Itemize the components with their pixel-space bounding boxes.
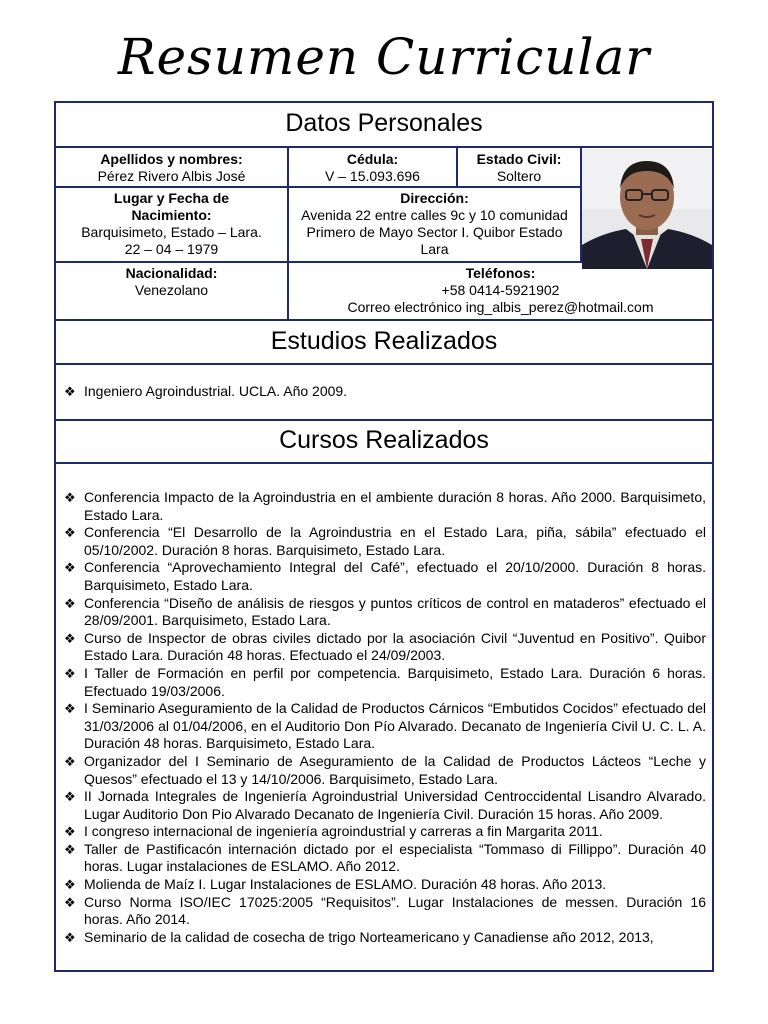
list-item: [56, 489, 706, 524]
course-text: Conferencia “Diseño de análisis de riesgos y puntos críticos de control en mataderos” efectuado el 28/09/2001. Barquisimeto, Estado Lara.: [84, 594, 706, 629]
name-value: Pérez Rivero Albis José: [97, 168, 246, 184]
address-label: Dirección:: [400, 190, 469, 206]
birth-date: 22 – 04 – 1979: [124, 241, 219, 257]
id-value: V – 15.093.696: [325, 168, 420, 184]
list-item: [56, 788, 706, 823]
birth-place: Barquisimeto, Estado – Lara.: [81, 224, 262, 240]
course-text: Seminario de la calidad de cosecha de trigo Norteamericano y Canadiense año 2012, 2013,: [84, 928, 654, 945]
page-title: Resumen Curricular: [117, 28, 651, 86]
list-item: [56, 630, 706, 665]
diamond-bullet-icon: ❖: [64, 841, 76, 857]
course-text: I congreso internacional de ingeniería agroindustrial y carreras a fin Margarita 2011.: [84, 823, 603, 840]
course-text: Curso Norma ISO/IEC 17025:2005 “Requisitos”. Lugar Instalaciones de messen. Duración 16 horas. Año 2014.: [84, 893, 706, 928]
civil-status-cell: [458, 151, 580, 185]
list-item: [56, 894, 706, 929]
email-value: Correo electrónico ing_albis_perez@hotmail.com: [347, 299, 654, 315]
course-text: Curso de Inspector de obras civiles dictado por la asociación Civil “Juventud en Positivo”. Quibor Estado Lara. Duración 48 horas. Efectuado el 24/09/2003.: [84, 629, 706, 664]
phone-label: Teléfonos:: [465, 265, 536, 281]
birth-cell: [56, 190, 287, 258]
diamond-bullet-icon: ❖: [64, 630, 76, 646]
diamond-bullet-icon: ❖: [64, 877, 76, 893]
birth-label: Lugar y Fecha de Nacimiento:: [113, 190, 230, 223]
diamond-bullet-icon: ❖: [64, 894, 76, 910]
nationality-label: Nacionalidad:: [125, 265, 218, 281]
course-text: Molienda de Maíz I. Lugar Instalaciones de ESLAMO. Duración 48 horas. Año 2013.: [84, 876, 607, 893]
diamond-bullet-icon: ❖: [64, 824, 76, 840]
nationality-cell: [56, 265, 287, 299]
id-label: Cédula:: [346, 151, 399, 167]
list-item: [56, 700, 706, 753]
diamond-bullet-icon: ❖: [64, 665, 76, 681]
course-text: I Seminario Aseguramiento de la Calidad de Productos Cárnicos “Embutidos Cocidos” efectuado del 31/03/2006 al 01/04/2006, en el Auditorio Don Pío Alvarado. Decanato de Ingeniería Civil U. C. L. A. Duración 48 horas. Barquisimeto, Estado Lara.: [84, 700, 706, 752]
name-cell: [56, 151, 287, 185]
section-heading-personal: Datos Personales: [56, 103, 712, 148]
section-heading-courses: Cursos Realizados: [56, 421, 712, 464]
list-item: [56, 383, 712, 401]
list-item: [56, 665, 706, 700]
id-cell: [289, 151, 456, 185]
cv-frame: [54, 101, 714, 972]
diamond-bullet-icon: ❖: [64, 753, 76, 769]
diamond-bullet-icon: ❖: [64, 490, 76, 505]
studies-list: [56, 365, 712, 421]
course-text: Conferencia “El Desarrollo de la Agroindustria en el Estado Lara, piña, sábila” efectuado el 05/10/2002. Duración 8 horas. Barquisimeto, Estado Lara.: [84, 524, 706, 558]
list-item: [56, 876, 706, 894]
diamond-bullet-icon: ❖: [64, 384, 76, 399]
list-item: [56, 753, 706, 788]
course-text: Organizador del I Seminario de Aseguramiento de la Calidad de Productos Lácteos “Leche y Quesos” efectuado el 13 y 14/10/2006. Barquisimeto, Estado Lara.: [84, 752, 706, 787]
address-cell: [289, 190, 580, 258]
study-text: Ingeniero Agroindustrial. UCLA. Año 2009.: [84, 383, 348, 399]
course-text: I Taller de Formación en perfil por competencia. Barquisimeto, Estado Lara. Duración 6 horas. Efectuado 19/03/2006.: [84, 664, 706, 699]
course-text: Conferencia Impacto de la Agroindustria en el ambiente duración 8 horas. Año 2000. Barquisimeto, Estado Lara.: [84, 489, 706, 523]
courses-list: [56, 464, 712, 972]
course-text: Conferencia “Aprovechamiento Integral del Café”, efectuado el 20/10/2000. Duración 8 horas. Barquisimeto, Estado Lara.: [84, 559, 706, 593]
section-heading-studies: Estudios Realizados: [56, 321, 712, 365]
list-item: [56, 524, 706, 559]
civil-status-label: Estado Civil:: [476, 151, 562, 167]
name-label: Apellidos y nombres:: [100, 151, 243, 167]
list-item: [56, 841, 706, 876]
address-value: Avenida 22 entre calles 9c y 10 comunidad Primero de Mayo Sector I. Quibor Estado Lara: [301, 207, 568, 257]
civil-status-value: Soltero: [496, 168, 542, 184]
diamond-bullet-icon: ❖: [64, 929, 76, 945]
nationality-value: Venezolano: [134, 282, 209, 298]
list-item: [56, 595, 706, 630]
contact-cell: [289, 265, 712, 316]
diamond-bullet-icon: ❖: [64, 595, 76, 611]
diamond-bullet-icon: ❖: [64, 560, 76, 576]
diamond-bullet-icon: ❖: [64, 525, 76, 541]
course-text: II Jornada Integrales de Ingeniería Agroindustrial Universidad Centroccidental Lisandro Alvarado. Lugar Auditorio Don Pio Alvarado Decanato de Ingeniería Civil. Duración 15 horas. Año 2009.: [84, 788, 706, 822]
diamond-bullet-icon: ❖: [64, 701, 76, 717]
diamond-bullet-icon: ❖: [64, 789, 76, 805]
phone-value: +58 0414-5921902: [441, 282, 560, 298]
list-item: [56, 929, 706, 947]
profile-photo: [582, 149, 712, 269]
list-item: [56, 559, 706, 594]
course-text: Taller de Pastificacón internación dictado por el especialista “Tommaso di Fillippo”. Duración 40 horas. Lugar instalaciones de ESLAMO. Año 2012.: [84, 840, 706, 875]
list-item: [56, 823, 706, 841]
